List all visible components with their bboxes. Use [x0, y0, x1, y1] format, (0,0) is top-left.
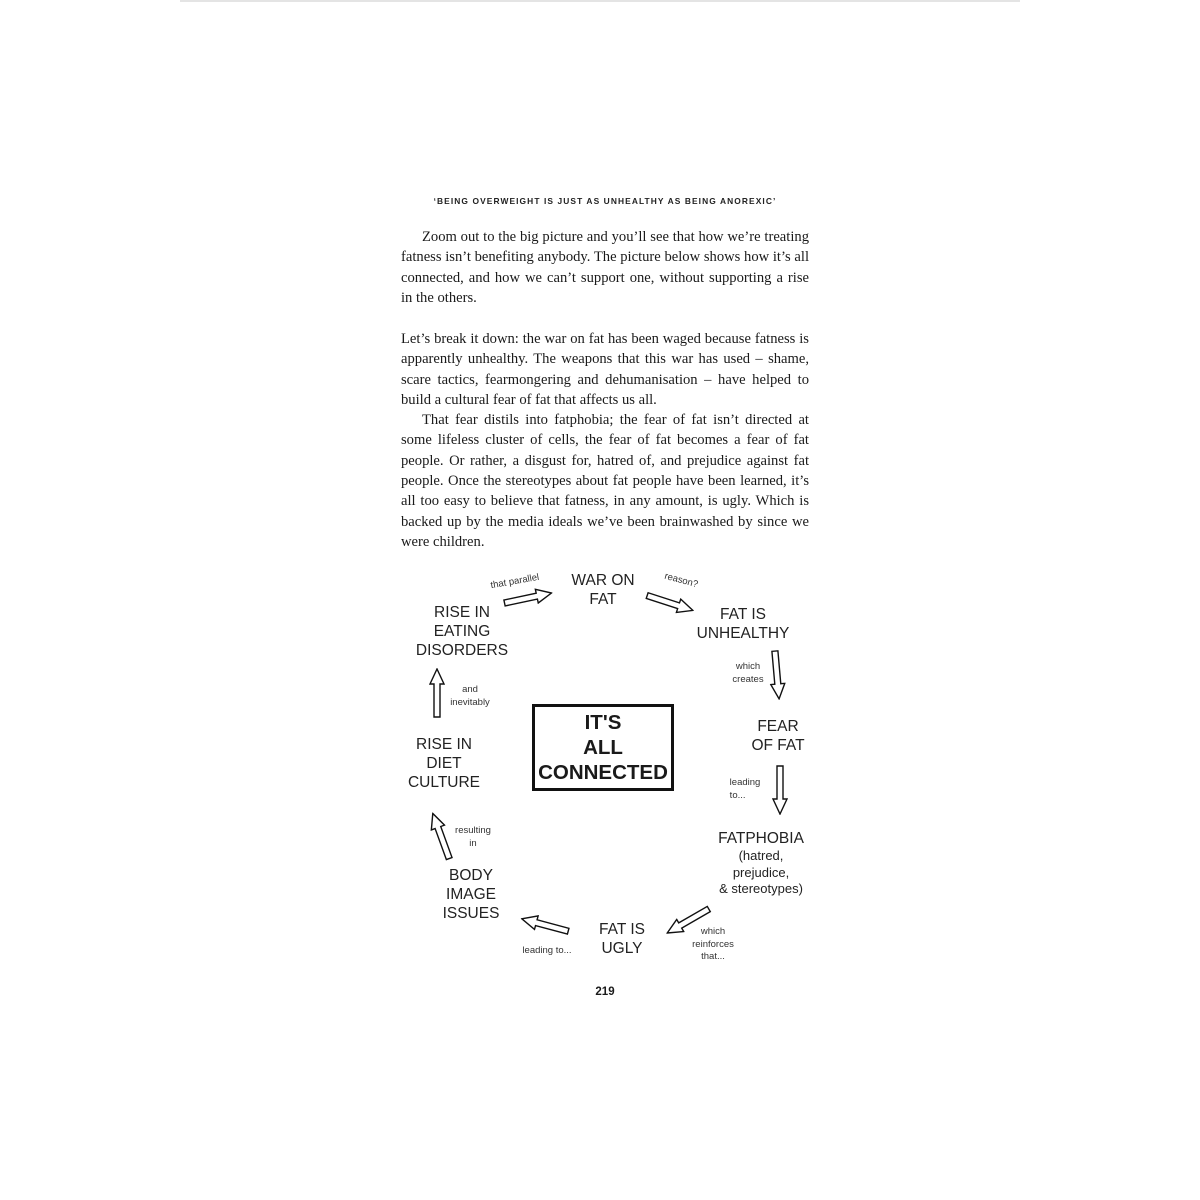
- paragraph-text: That fear distils into fatphobia; the fear of fat isn’t directed at some lifeless cluster of cells, the fear of fat becomes a fear of fat people. Or rather, a disgust for, hatred of, and prejudice against fat people. Once the stereotypes about fat people have been learned, it’s all too easy to believe that fatness, in any amount, is ugly. Which is backed up by the media ideals we’ve been brainwashed by since we were children.: [401, 412, 809, 550]
- paragraph-text: Zoom out to the big picture and you’ll see that how we’re treating fatness isn’t benefiting anybody. The picture below shows how it’s all connected, and how we can’t support one, without supporting a rise in the others.: [401, 229, 809, 306]
- center-line: IT'S: [584, 711, 622, 734]
- page-edge: [180, 0, 1020, 2]
- arrow-icon: [425, 810, 457, 862]
- body-paragraph-1: [401, 227, 809, 308]
- node-fat-is-ugly: FAT IS UGLY: [599, 921, 645, 957]
- node-body-image-issues: BODY IMAGE ISSUES: [442, 867, 500, 922]
- connector-and-inevitably: and inevitably: [450, 684, 490, 708]
- paragraph-text: Let’s break it down: the war on fat has been waged because fatness is apparently unhealthy. The weapons that this war has used – shame, scare tactics, fearmongering and dehumanisation – have helped to build a cultural fear of fat that affects us all.: [401, 331, 809, 408]
- arrow-icon: [767, 649, 787, 700]
- connector-that-parallel: that parallel: [489, 571, 541, 592]
- center-line: ALL: [583, 736, 623, 759]
- node-fatphobia: FATPHOBIA (hatred, prejudice, & stereotypes): [718, 830, 804, 896]
- arrow-icon: [644, 588, 696, 619]
- connector-which-reinforces: which reinforces that...: [692, 926, 734, 962]
- node-war-on-fat: WAR ON FAT: [571, 572, 635, 608]
- body-paragraph-2-3: [401, 329, 809, 552]
- center-line: CONNECTED: [538, 761, 668, 784]
- connector-leading-to-2: leading to...: [522, 945, 572, 956]
- connector-reason: reason?: [663, 570, 700, 591]
- center-box: [532, 704, 674, 791]
- node-fat-is-unhealthy: FAT IS UNHEALTHY: [696, 606, 790, 642]
- connector-resulting-in: resulting in: [455, 825, 491, 849]
- connector-which-creates: which creates: [732, 661, 764, 685]
- running-head: ‘BEING OVERWEIGHT IS JUST AS UNHEALTHY AS BEING ANOREXIC’: [433, 196, 777, 206]
- arrow-icon: [429, 668, 445, 718]
- arrow-icon: [772, 765, 788, 815]
- node-eating-disorders: RISE IN EATING DISORDERS: [415, 604, 509, 659]
- page-number: 219: [595, 986, 615, 998]
- connector-leading-to: leading to...: [729, 777, 761, 801]
- node-diet-culture: RISE IN DIET CULTURE: [407, 736, 481, 791]
- arrow-icon: [519, 911, 571, 939]
- node-fear-of-fat: FEAR OF FAT: [751, 718, 805, 754]
